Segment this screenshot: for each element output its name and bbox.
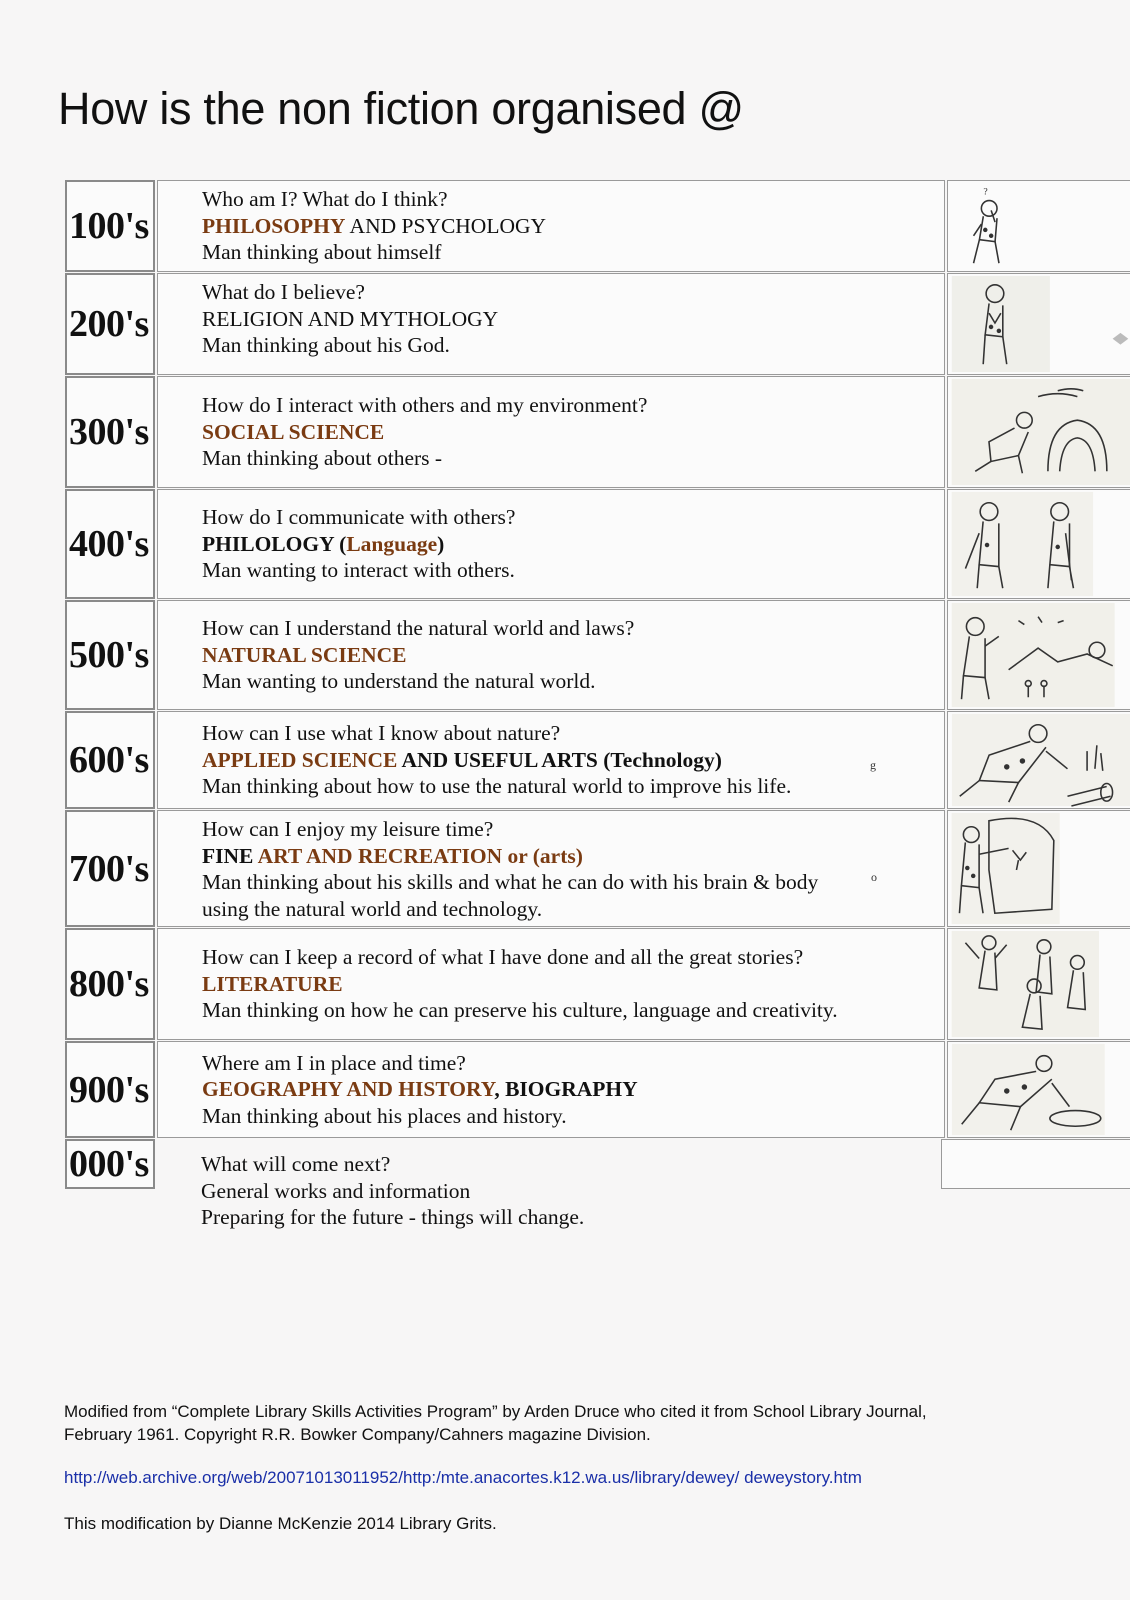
class-subject: NATURAL SCIENCE <box>202 642 407 667</box>
class-subject: APPLIED SCIENCE AND USEFUL ARTS (Technology) <box>202 747 722 772</box>
class-summary: Man wanting to interact with others. <box>202 558 515 583</box>
class-subject: LITERATURE <box>202 971 343 996</box>
table-row <box>65 273 1071 375</box>
class-description <box>157 273 945 375</box>
class-number: 200's <box>65 273 155 375</box>
credit-line: February 1961. Copyright R.R. Bowker Company/Cahners magazine Division. <box>64 1425 651 1444</box>
table-row <box>65 489 1071 599</box>
man-drawing-map-icon <box>948 1042 1130 1137</box>
class-description <box>157 711 945 809</box>
table-row <box>65 600 1071 710</box>
class-number: 700's <box>65 810 155 927</box>
source-link-row <box>64 1466 1064 1489</box>
class-number: 600's <box>65 711 155 809</box>
class-subject: PHILOSOPHY AND PSYCHOLOGY <box>202 213 547 238</box>
class-summary: Man thinking about himself <box>202 240 442 264</box>
class-summary: Preparing for the future - things will change. <box>201 1205 585 1229</box>
class-number: 400's <box>65 489 155 599</box>
credit-line: Modified from “Complete Library Skills Activities Program” by Arden Druce who cited it from School Library Journal, <box>64 1402 927 1421</box>
table-row <box>65 1041 1071 1138</box>
class-question: Where am I in place and time? <box>202 1050 466 1075</box>
class-question: Who am I? What do I think? <box>202 187 448 211</box>
class-summary-continued: using the natural world and technology. <box>202 896 543 921</box>
table-row <box>65 928 1071 1040</box>
class-question: What do I believe? <box>202 280 365 304</box>
class-subject: PHILOLOGY (Language) <box>202 531 445 556</box>
praying-man-icon <box>947 273 1130 375</box>
class-subject: General works and information <box>201 1178 471 1203</box>
svg-text:?: ? <box>983 186 988 198</box>
praying-man-icon <box>948 274 1130 374</box>
modification-text: This modification by Dianne McKenzie 2014 Library Grits. <box>64 1514 497 1533</box>
class-description <box>157 928 945 1040</box>
class-question: How do I interact with others and my environment? <box>202 393 648 418</box>
modification-note <box>64 1512 1064 1535</box>
credits <box>64 1400 1064 1446</box>
class-summary: Man thinking about his skills and what he can do with his brain & body <box>202 870 819 894</box>
man-making-fire-icon <box>948 712 1130 808</box>
class-summary: Man thinking about how to use the natural world to improve his life. <box>202 774 792 799</box>
men-telling-stories-icon <box>947 928 1130 1040</box>
class-description <box>157 810 945 927</box>
class-question: How do I communicate with others? <box>202 505 516 530</box>
table-row <box>65 711 1071 809</box>
man-observing-nature-icon <box>947 600 1130 710</box>
table-row <box>65 180 1071 272</box>
class-number: 300's <box>65 376 155 488</box>
empty-illustration-cell <box>941 1139 1130 1189</box>
stray-mark: o <box>871 870 877 884</box>
two-men-talking-icon <box>948 490 1130 598</box>
class-summary: Man thinking about his places and history. <box>202 1103 567 1128</box>
man-drawing-map-icon <box>947 1041 1130 1138</box>
class-number: 900's <box>65 1041 155 1138</box>
class-question: How can I enjoy my leisure time? <box>202 817 494 841</box>
class-number: 500's <box>65 600 155 710</box>
man-at-cave-icon <box>948 377 1130 487</box>
class-summary: Man thinking about his God. <box>202 333 450 357</box>
stray-mark: g <box>870 758 876 772</box>
class-question: How can I keep a record of what I have done and all the great stories? <box>202 945 804 970</box>
class-summary: Man thinking on how he can preserve his culture, language and creativity. <box>202 998 838 1023</box>
table-row <box>65 376 1071 488</box>
page-title: How is the non fiction organised @ <box>58 83 744 134</box>
man-at-cave-icon <box>947 376 1130 488</box>
class-number: 800's <box>65 928 155 1040</box>
man-painting-cave-icon <box>947 810 1130 927</box>
class-description <box>157 489 945 599</box>
class-description <box>157 600 945 710</box>
class-description <box>157 376 945 488</box>
class-subject: FINE ART AND RECREATION or (arts) <box>202 843 583 868</box>
class-subject: RELIGION AND MYTHOLOGY <box>202 306 499 331</box>
class-summary: Man wanting to understand the natural world. <box>202 669 596 694</box>
class-description <box>201 1151 584 1231</box>
table-row <box>65 810 1071 927</box>
two-men-talking-icon <box>947 489 1130 599</box>
men-telling-stories-icon <box>948 929 1130 1039</box>
thinking-man-icon <box>948 181 1130 271</box>
source-link[interactable]: http://web.archive.org/web/20071013011952/http:/mte.anacortes.k12.wa.us/library/dewey/ deweystory.htm <box>64 1468 862 1487</box>
class-question: How can I understand the natural world and laws? <box>202 616 635 641</box>
class-summary: Man thinking about others - <box>202 446 443 471</box>
class-description <box>157 180 945 272</box>
class-question: How can I use what I know about nature? <box>202 721 561 746</box>
man-painting-cave-icon <box>948 811 1130 926</box>
table-row <box>65 1139 1071 1229</box>
man-making-fire-icon <box>947 711 1130 809</box>
man-observing-nature-icon <box>948 601 1130 709</box>
class-question: What will come next? <box>201 1152 391 1176</box>
class-number: 000's <box>65 1139 155 1189</box>
thinking-man-icon <box>947 180 1130 272</box>
class-description <box>157 1041 945 1138</box>
class-subject: SOCIAL SCIENCE <box>202 419 385 444</box>
class-subject: GEOGRAPHY AND HISTORY, BIOGRAPHY <box>202 1077 638 1102</box>
class-number: 100's <box>65 180 155 272</box>
